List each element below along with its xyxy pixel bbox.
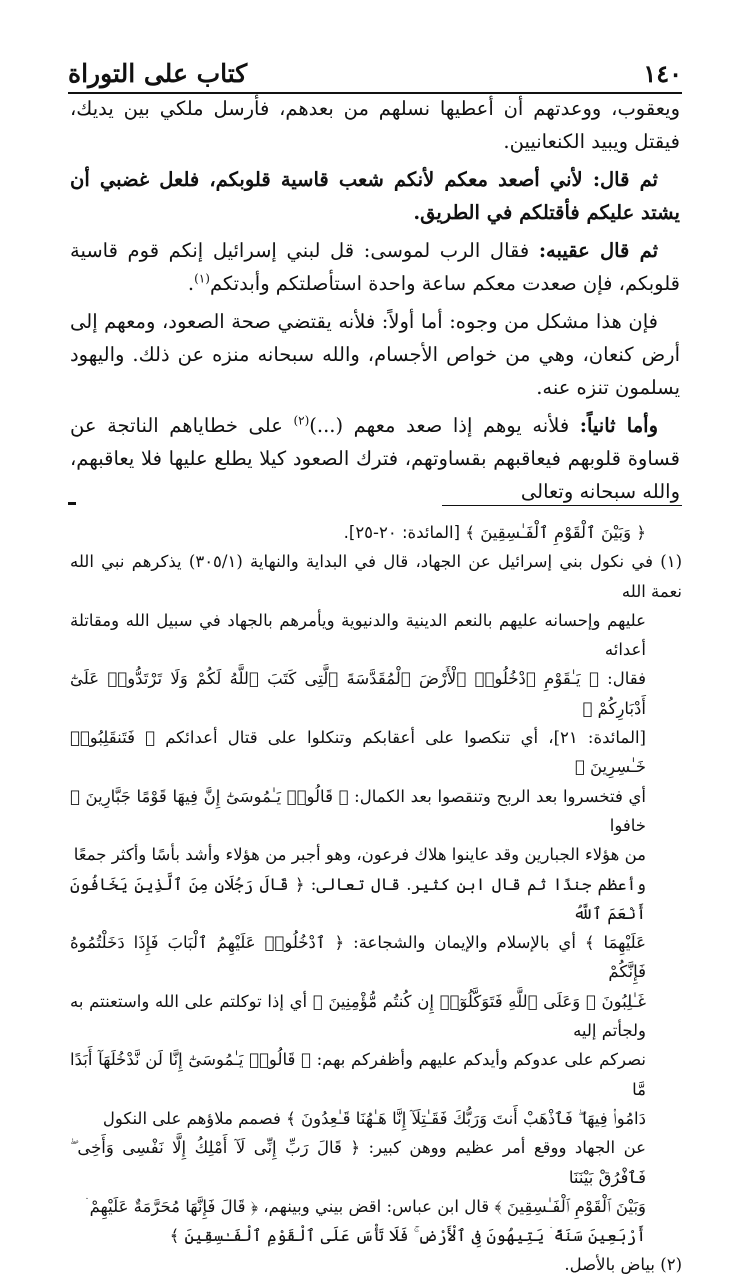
paragraph-2: ثم قال: لأني أصعد معكم لأنكم شعب قاسية قلوبكم، فلعل غضبي أن يشتد عليكم فأقتلكم في الطريق. [70,168,680,224]
footnote-1-line: [المائدة: ٢١]، أي تنكصوا على أعقابكم وتنكلوا على قتال أعدائكم ﴿ فَتَنقَلِبُوا۟ خَـٰسِرِينَ ﴾ [70,728,646,777]
footnote-1-line: عَلَيْهِمَا ﴾ أي بالإسلام والإيمان والشجاعة: ﴿ ٱدْخُلُوا۟ عَلَيْهِمُ ٱلْبَابَ فَإِذَا دَخَلْتُمُوهُ فَإِنَّكُمْ [70,933,646,982]
footnote-1-line: وَبَيْنَ ٱلْقَوْمِ ٱلْفَـٰسِقِينَ ﴾ قال ابن عباس: اقض بيني وبينهم، ﴿ قَالَ فَإِنَّهَا مُحَرَّمَةٌ عَلَيْهِمْ ۛ [85,1196,646,1216]
paragraph-3-lead: ثم قال عقيبه: [538,239,658,262]
footnote-1 [70,547,682,1250]
paragraph-3 [70,234,680,300]
footnote-ref-2[interactable]: (٢) [293,413,310,428]
paragraph-1: ويعقوب، ووعدتهم أن أعطيها نسلهم من بعدهم، فأرسل ملكي بين يديك، فيقتل ويبيد الكنعانيين. [70,97,680,153]
footnote-1-line: دَامُوا۟ فِيهَا ۖ فَٱذْهَبْ أَنتَ وَرَبُّكَ فَقَـٰتِلَآ إِنَّا هَـٰهُنَا قَـٰعِدُونَ ﴾ فصمم ملاؤهم على النكول [102,1108,646,1128]
footnote-1-line: نصركم على عدوكم وأيدكم عليهم وأظفركم بهم: ﴿ قَالُوا۟ يَـٰمُوسَىٰٓ إِنَّا لَن نَّدْخُلَهَآ أَبَدًا مَّا [70,1050,646,1099]
paragraph-3-end: . [187,272,195,295]
footnote-mark [68,502,76,505]
page-number: ١٤٠ [643,59,682,88]
footnote-1-line: عليهم وإحسانه عليهم بالنعم الدينية والدنيوية ويأمرهم بالجهاد في سبيل الله ومقاتلة أعدائه [70,610,646,660]
footnote-1-line: من هؤلاء الجبارين وقد عاينوا هلاك فرعون، وهو أجبر من هؤلاء وأشد بأسًا وأكثر جمعًا [73,845,646,865]
footnote-ref-1[interactable]: (١) [194,271,210,286]
page-header [68,50,682,94]
footnote-2: (٢) بياض بالأصل. [564,1255,682,1275]
footnote-divider [442,505,682,506]
footnotes [70,518,682,1280]
footnote-1-line: أَرْبَعِينَ سَنَةً ۛ يَتِيهُونَ فِى ٱلْأَرْضِ ۚ فَلَا تَأْسَ عَلَى ٱلْقَوْمِ ٱلْفَـٰسِقِينَ ﴾ [169,1226,646,1246]
paragraph-5-a: فلأنه يوهم إذا صعد معهم (...) [309,414,570,437]
paragraph-4: فإن هذا مشكل من وجوه: أما أولاً: فلأنه يقتضي صحة الصعود، ومعهم إلى أرض كنعان، وهي من خواص الأجسام، والله سبحانه منزه عن ذلك. واليهود يسلمون تنزه عنه. [70,310,680,399]
footnote-carry-over: ﴿ وَبَيْنَ ٱلْقَوْمِ ٱلْفَـٰسِقِينَ ﴾ [المائدة: ٢٠-٢٥]. [343,523,646,542]
main-text [70,92,680,513]
footnote-1-line: فقال: ﴿ يَـٰقَوْمِ ٱدْخُلُوا۟ ٱلْأَرْضَ ٱلْمُقَدَّسَةَ ٱلَّتِى كَتَبَ ٱللَّهُ لَكُمْ وَلَا تَرْتَدُّوا۟ عَلَىٰٓ أَدْبَارِكُمْ ﴾ [70,669,646,718]
footnote-1-line: وأعظم جندًا ثم قال ابن كثير. قال تعالى: ﴿ قَالَ رَجُلَانِ مِنَ ٱلَّذِينَ يَخَافُونَ أَنْعَمَ ٱللَّهُ [70,874,646,923]
book-title: كتاب على التوراة [68,59,248,88]
footnote-1-line: غَـٰلِبُونَ ۚ وَعَلَى ٱللَّهِ فَتَوَكَّلُوٓا۟ إِن كُنتُم مُّؤْمِنِينَ ﴾ أي إذا توكلتم على الله واستعنتم به ولجأتم إليه [70,991,646,1041]
footnote-1-line: عن الجهاد ووقع أمر عظيم ووهن كبير: ﴿ قَالَ رَبِّ إِنِّى لَآ أَمْلِكُ إِلَّا نَفْسِى وَأَخِى ۖ فَٱفْرُقْ بَيْنَنَا [70,1138,646,1187]
footnote-1-line: أي فتخسروا بعد الربح وتنقصوا بعد الكمال: ﴿ قَالُوا۟ يَـٰمُوسَىٰٓ إِنَّ فِيهَا قَوْمًا جَبَّارِينَ ﴾ خافوا [70,786,646,835]
paragraph-5-b: على خطاياهم الناتجة عن قساوة قلوبهم فيعاقبهم بقساوتهم، فترك الصعود كيلا يطلع عليها فلا يعاقبهم، والله سبحانه وتعالى [70,414,680,503]
paragraph-5 [70,409,680,508]
paragraph-5-lead: وأما ثانياً: [579,414,658,437]
paragraph-3-text: فقال الرب لموسى: قل لبني إسرائيل إنكم قوم قاسية قلوبكم، فإن صعدت معكم ساعة واحدة استأصلتكم وأبدتكم [70,239,680,295]
footnote-1-line: (١) في نكول بني إسرائيل عن الجهاد، قال في البداية والنهاية (٣٠٥/١) يذكرهم نبي الله نعمة الله [70,552,683,601]
